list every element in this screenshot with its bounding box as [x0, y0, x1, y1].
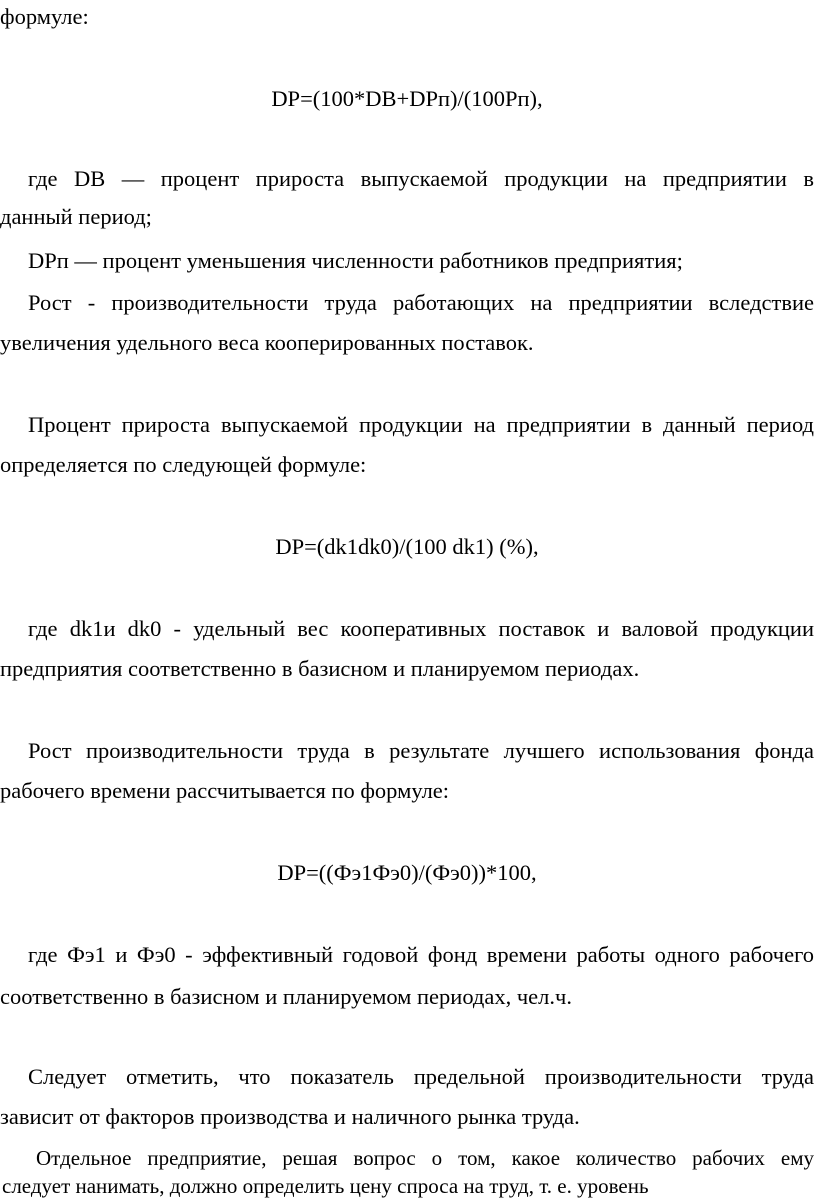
- paragraph-4-line-2: определяется по следующей формуле:: [0, 452, 367, 477]
- paragraph-9-line-2: следует нанимать, должно определить цену спроса на труд, т. е. уровень: [2, 1174, 649, 1198]
- paragraph-5-line-1: где dk1и dk0 - удельный вес кооперативных поставок и валовой продукции: [28, 616, 814, 641]
- paragraph-6-line-1: Рост производительности труда в результате лучшего использования фонда: [28, 738, 814, 763]
- paragraph-5-line-2: предприятия соответственно в базисном и планируемом периодах.: [0, 656, 640, 681]
- paragraph-3-line-2: увеличения удельного веса кооперированных поставок.: [0, 330, 534, 355]
- paragraph-8-line-2: зависит от факторов производства и наличного рынка труда.: [0, 1104, 580, 1129]
- formula-3: DP=((Фэ1Фэ0)/(Фэ0))*100,: [277, 860, 537, 885]
- paragraph-1-line-2: данный период;: [0, 204, 152, 229]
- paragraph-1-line-1: где DB — процент прироста выпускаемой продукции на предприятии в: [28, 166, 814, 191]
- paragraph-7-line-1: где Фэ1 и Фэ0 - эффективный годовой фонд времени работы одного рабочего: [28, 942, 814, 967]
- formula-1: DP=(100*DB+DPп)/(100Pп),: [271, 86, 543, 111]
- paragraph-9-line-1: Отдельное предприятие, решая вопрос о том, какое количество рабочих ему: [36, 1146, 814, 1170]
- paragraph-7-line-2: соответственно в базисном и планируемом периодах, чел.ч.: [0, 984, 572, 1009]
- paragraph-4-line-1: Процент прироста выпускаемой продукции на предприятии в данный период: [28, 412, 814, 437]
- formula-2: DP=(dk1dk0)/(100 dk1) (%),: [275, 534, 539, 559]
- text-line-continuation: формуле:: [0, 4, 89, 29]
- paragraph-8-line-1: Следует отметить, что показатель предельной производительности труда: [28, 1064, 814, 1089]
- paragraph-2-line-1: DPп — процент уменьшения численности работников предприятия;: [28, 248, 683, 273]
- paragraph-3-line-1: Рост - производительности труда работающих на предприятии вследствие: [28, 290, 814, 315]
- paragraph-6-line-2: рабочего времени рассчитывается по формуле:: [0, 778, 450, 803]
